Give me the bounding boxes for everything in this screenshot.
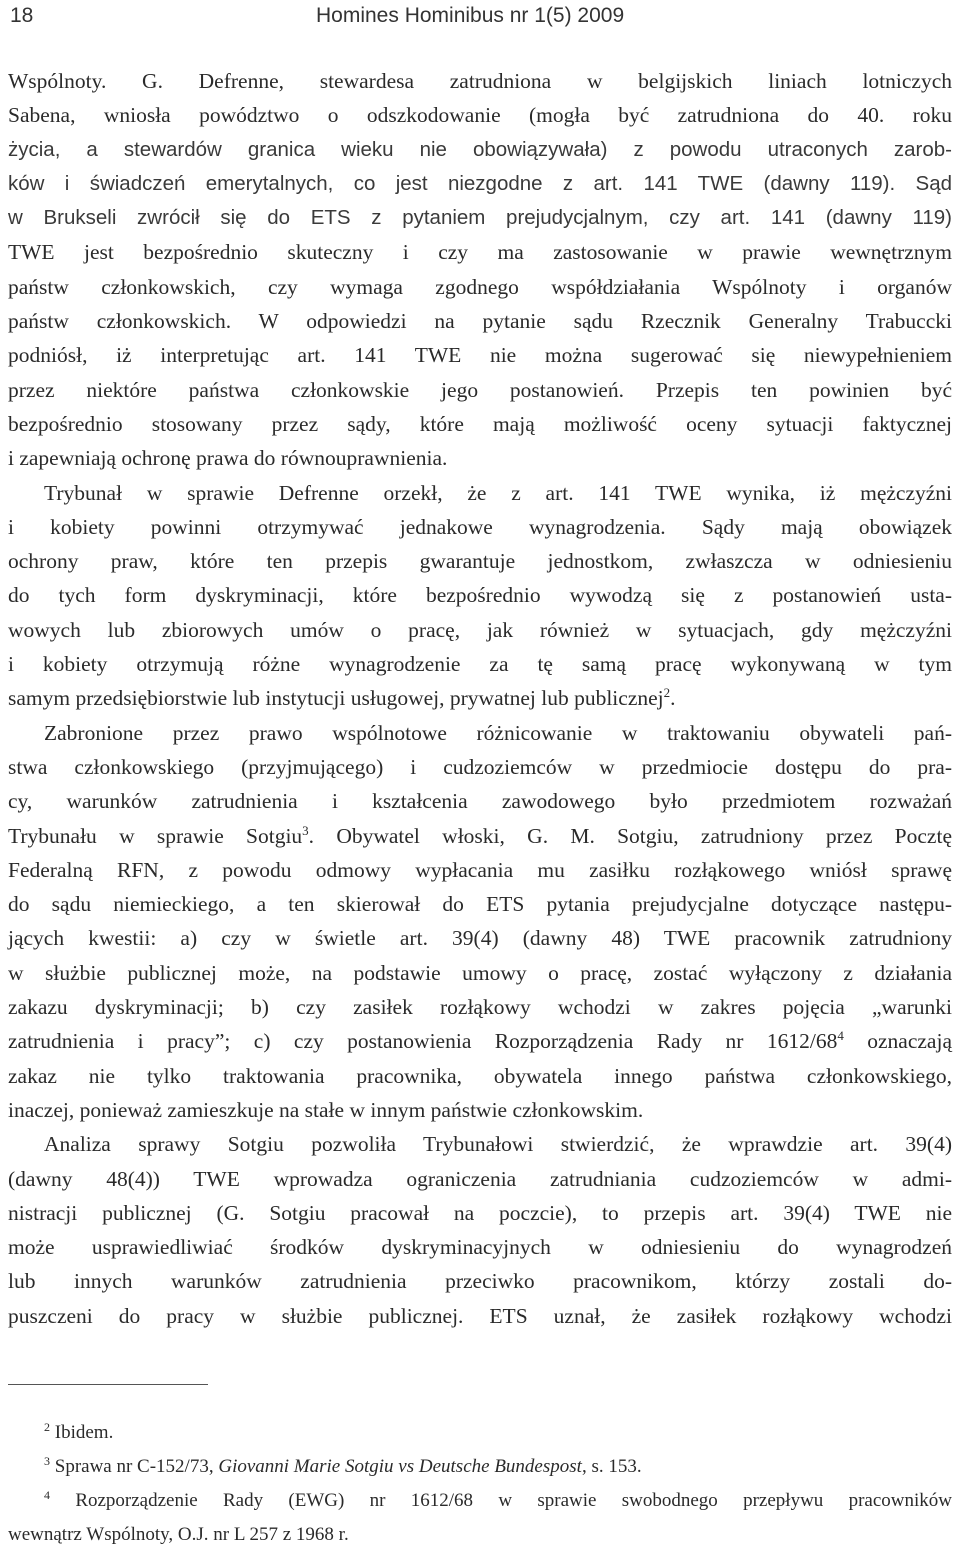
paragraph-start: Zabronione przez prawo wspólnotowe różnicowanie w traktowaniu obywateli pań-	[44, 720, 952, 745]
text-line: w służbie publicznej może, na podstawie umowy o pracę, zostać wyłączony z działania	[8, 960, 952, 985]
text-line: TWE jest bezpośrednio skuteczny i czy ma zastosowanie w prawie wewnętrznym	[8, 240, 952, 265]
text-line: życia, a stewardów granica wieku nie obowiązywała) z powodu utraconych zarob-	[8, 137, 952, 161]
text-line: cy, warunków zatrudnienia i kształcenia zawodowego było przedmiotem rozważań	[8, 789, 952, 814]
text-line: w Brukseli zwrócił się do ETS z pytaniem prejudycjalnym, czy art. 141 (dawny 119)	[8, 206, 952, 230]
footnote-number: 3	[44, 1454, 50, 1468]
text-line: stwa członkowskiego (przyjmującego) i cudzoziemców w przedmiocie dostępu do pra-	[8, 754, 952, 779]
footnote-ref[interactable]: 4	[837, 1028, 844, 1044]
text-line: do tych form dyskryminacji, które bezpośrednio wywodzą się z postanowień usta-	[8, 583, 952, 608]
document-page	[8, 0, 952, 1550]
footnote-text: Sprawa nr C-152/73,	[54, 1456, 219, 1477]
text-line: inaczej, ponieważ zamieszkuje na stałe w innym państwie członkowskim.	[8, 1097, 644, 1122]
body-text	[8, 64, 952, 1333]
text-line: zakaz nie tylko traktowania pracownika, obywatela innego państwa członkowskiego,	[8, 1063, 952, 1088]
text-line: ków i świadczeń emerytalnych, co jest niezgodne z art. 141 TWE (dawny 119). Sąd	[8, 171, 952, 195]
footnote-ref[interactable]: 3	[302, 822, 309, 838]
text-line: podniósł, iż interpretując art. 141 TWE nie można sugerować się niewypełnieniem	[8, 343, 952, 368]
text-line: bezpośrednio stosowany przez sądy, które mają możliwość oceny sytuacji faktycznej	[8, 411, 952, 436]
text-line: zakazu dyskryminacji; b) czy zasiłek rozłąkowy wchodzi w zakres pojęcia „warunki	[8, 995, 952, 1020]
text-span: zatrudnienia i pracy”; c) czy postanowienia Rozporządzenia Rady nr 1612/68	[8, 1029, 838, 1054]
footnote-divider	[8, 1384, 208, 1385]
running-title: Homines Hominibus nr 1(5) 2009	[316, 4, 625, 27]
text-line: Federalną RFN, z powodu odmowy wypłacania mu zasiłku rozłąkowego wniósł sprawę	[8, 857, 952, 882]
text-line: lub innych warunków zatrudnienia przeciwko pracownikom, którzy zostali do-	[8, 1269, 952, 1294]
text-line: jących kwestii: a) czy w świetle art. 39(4) (dawny 48) TWE pracownik zatrudniony	[8, 926, 952, 951]
paragraph-start: Analiza sprawy Sotgiu pozwoliła Trybunałowi stwierdzić, że wprawdzie art. 39(4)	[44, 1132, 952, 1157]
footnote-ref[interactable]: 2	[663, 685, 671, 701]
paragraph-start: Trybunał w sprawie Defrenne orzekł, że z art. 141 TWE wynika, iż mężczyźni	[44, 480, 952, 505]
footnote-3	[8, 1450, 952, 1484]
text-line	[8, 1024, 952, 1058]
text-span: Trybunału w sprawie Sotgiu	[8, 823, 303, 848]
footnote-4	[8, 1484, 952, 1518]
footnote-text: Ibidem.	[54, 1422, 114, 1443]
text-line: państw członkowskich, czy wymaga zgodnego współdziałania Wspólnoty i organów	[8, 274, 952, 299]
text-span: samym przedsiębiorstwie lub instytucji usługowej, prywatnej lub publicznej	[8, 686, 664, 711]
text-span: oznaczają	[843, 1029, 952, 1054]
text-line: Sabena, wniosła powództwo o odszkodowanie (mogła być zatrudniona do 40. roku	[8, 103, 952, 128]
footnotes	[8, 1416, 952, 1552]
text-line: nistracji publicznej (G. Sotgiu pracował na poczcie), to przepis art. 39(4) TWE nie	[8, 1200, 952, 1225]
text-line: i kobiety otrzymują różne wynagrodzenie za tę samą pracę wykonywaną w tym	[8, 652, 952, 677]
text-line: i kobiety powinni otrzymywać jednakowe wynagrodzenia. Sądy mają obowiązek	[8, 514, 952, 539]
text-line: wowych lub zbiorowych umów o pracę, jak również w sytuacjach, gdy mężczyźni	[8, 617, 952, 642]
page-number: 18	[10, 4, 34, 27]
footnote-4-continued: wewnątrz Wspólnoty, O.J. nr L 257 z 1968 r.	[8, 1524, 349, 1545]
footnote-text: , s. 153.	[581, 1456, 642, 1477]
page-header	[8, 2, 952, 32]
text-line: państw członkowskich. W odpowiedzi na pytanie sądu Rzecznik Generalny Trabuccki	[8, 309, 952, 334]
text-line: Wspólnoty. G. Defrenne, stewardesa zatrudniona w belgijskich liniach lotniczych	[8, 69, 952, 93]
text-line	[8, 819, 952, 853]
text-line: ochrony praw, które ten przepis gwarantuje jednostkom, zwłaszcza w odniesieniu	[8, 549, 952, 574]
text-line: puszczeni do pracy w służbie publicznej. ETS uznał, że zasiłek rozłąkowy wchodzi	[8, 1303, 952, 1328]
footnote-number: 2	[44, 1420, 50, 1434]
text-span: .	[670, 686, 676, 711]
text-line	[8, 681, 952, 715]
footnote-case-title: Giovanni Marie Sotgiu vs Deutsche Bundespost	[218, 1456, 582, 1477]
text-line: (dawny 48(4)) TWE wprowadza ograniczenia zatrudniania cudzoziemców w admi-	[8, 1166, 952, 1191]
footnote-text: Rozporządzenie Rady (EWG) nr 1612/68 w sprawie swobodnego przepływu pracowników	[75, 1490, 953, 1511]
footnote-2	[8, 1416, 952, 1450]
footnote-number: 4	[44, 1488, 50, 1502]
text-span: . Obywatel włoski, G. M. Sotgiu, zatrudniony przez Pocztę	[308, 823, 952, 848]
text-line: przez niektóre państwa członkowskie jego postanowień. Przepis ten powinien być	[8, 377, 952, 402]
text-line: do sądu niemieckiego, a ten skierował do ETS pytania prejudycjalne dotyczące następu-	[8, 892, 952, 917]
text-line: i zapewniają ochronę prawa do równouprawnienia.	[8, 446, 448, 471]
text-line: może usprawiedliwiać środków dyskryminacyjnych w odniesieniu do wynagrodzeń	[8, 1235, 952, 1260]
